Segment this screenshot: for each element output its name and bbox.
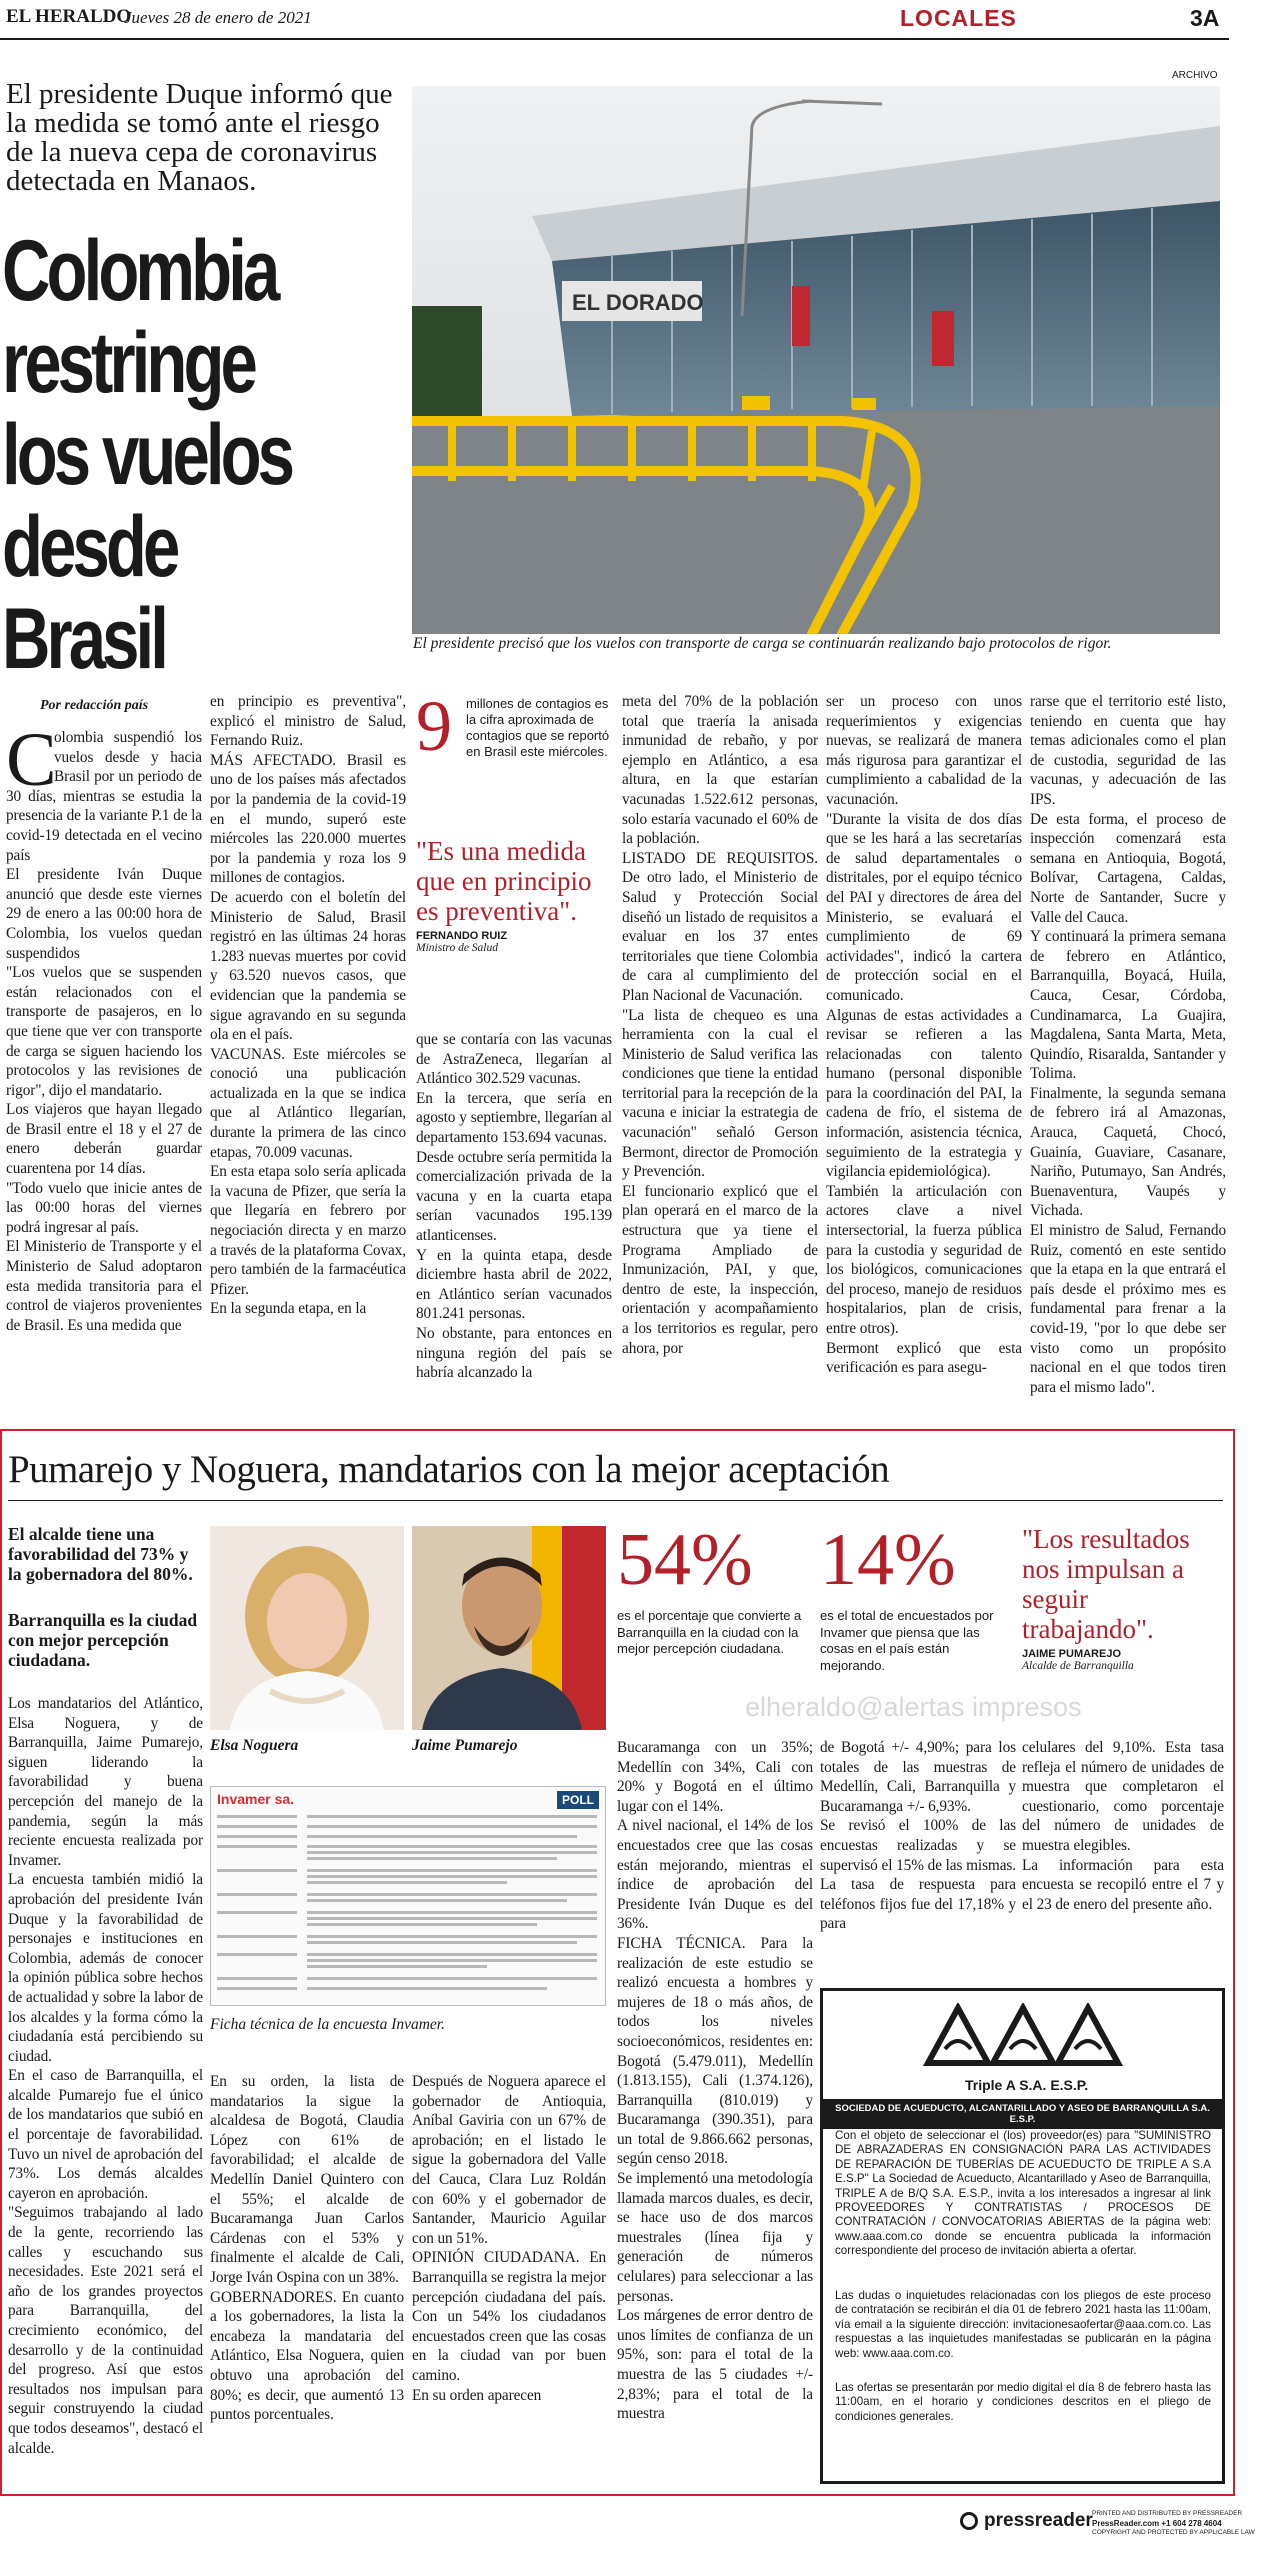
second-column-2: En su orden, la lista de mandatarios la sigue la alcaldesa de Bogotá, Claudia López con 61% de favorabilidad; el alcalde de Medellín Daniel Quintero con el 55%; el alcalde de Bucaramanga Juan Carlos Cárdenas con el 53% y finalmente el alcalde de Cali, Jorge Iván Ospina con un 38%. GOBERNADORES. En cuanto a los gobernadores, la lista la encabeza la mandataria del Atlántico, Elsa Noguera, quien obtuvo una aprobación del 80%; es decir, que aumentó 13 puntos porcentuales. xyxy=(210,2073,404,2424)
pressreader-icon xyxy=(960,2512,978,2530)
second-column-4: Bucaramanga con un 35%; Medellín con 34%, Cali con 20% y Bogotá en el último lugar con el 14%. A nivel nacional, el 14% de los encuestados cree que las cosas están mejorando, mientras el índice de aprobación del Presidente Iván Duque es del 36%. FICHA TÉCNICA. Para la realización de este estudio se realizó encuesta a hombres y mujeres de 18 o más años, de todos los niveles socioeconómicos, residentes en: Bogotá (5.479.011), Medellín (1.813.155), Cali (1.374.126), Barranquilla (810.019) y Bucaramanga (390.351), para un total de 9.866.662 personas, según censo 2018. Se implementó una metodología llamada marcos duales, es decir, se hace uso de dos marcos muestrales (línea fija y generación de números celulares) para seleccionar a las personas. Los márgenes de error dentro de unos límites de confianza de un 95%, son: para el total de la muestra de las 5 ciudades +/- 2,83%; para el total de la muestra xyxy=(617,1739,813,2423)
masthead-bar xyxy=(0,0,1261,36)
footer-note-3: COPYRIGHT AND PROTECTED BY APPLICABLE LAW xyxy=(1092,2529,1255,2536)
stat-14-value: 14% xyxy=(820,1519,956,1601)
photo-jaime-pumarejo xyxy=(412,1526,606,1730)
page-number: 3A xyxy=(1190,5,1220,31)
dropcap: C xyxy=(6,728,57,802)
invamer-sheet xyxy=(210,1786,606,2006)
second-column-1: Los mandatarios del Atlántico, Elsa Noguera, y de Barranquilla, Jaime Pumarejo, siguen liderando la favorabilidad y buena percepción del manejo de la pandemia, según la más reciente encuesta realizada por Invamer. La encuesta también midió la aprobación del presidente Iván Duque y la favorabilidad de personajes e instituciones en Colombia, además de conocer la opinión pública sobre hechos de actualidad y sobre la labor de los alcaldes y la forma cómo la ciudadanía está percibiendo su ciudad. En el caso de Barranquilla, el alcalde Pumarejo fue el único de los mandatarios que subió en el porcentaje de favorabilidad. Tuvo un nivel de aprobación del 73%. Los demás alcaldes cayeron en aprobación. "Seguimos trabajando al lado de la gente, recorriendo las calles y escuchando sus necesidades. Este 2021 será el año de los grandes proyectos para Barranquilla, del crecimiento económico, del desarrollo y de la continuidad del progreso. Así que estos resultados nos impulsan para seguir construyendo la ciudad que todos deseamos", destacó el alcalde. xyxy=(8,1695,203,2457)
lead-column-2: en principio es preventiva", explicó el ministro de Salud, Fernando Ruiz. MÁS AFECTADO. Brasil es uno de los países más afectados por la pandemia de la covid-19 en el mundo, superó este miércoles las 220.000 muertes por la pandemia y roza los 9 millones de contagios. De acuerdo con el boletín del Ministerio de Salud, Brasil registró en las últimas 24 horas 1.283 nuevas muertes por covid y 63.520 nuevos casos, que evidencian que la pandemia se sigue agravando en su segunda ola en el país. VACUNAS. Este miércoles se conoció una publicación actualizada en la que se indica que al Atlántico llegarían, durante la primera de las cinco etapas, 70.009 vacunas. En esta etapa solo sería aplicada la vacuna de Pfizer, que sería la que llegaría en febrero por negociación directa y en marzo a través de la plataforma Covax, pero también de la farmacéutica Pfizer. En la segunda etapa, en la xyxy=(210,693,406,1318)
ad-banner: SOCIEDAD DE ACUEDUCTO, ALCANTARILLADO Y ASEO DE BARRANQUILLA S.A. E.S.P. xyxy=(823,2099,1222,2129)
header-rule xyxy=(0,38,1229,40)
ad-paragraph-2: Las dudas o inquietudes relacionadas con los pliegos de este proceso de contratación se recibirán el día 01 de febrero 2021 hasta las 11:00am, vía email a la siguiente dirección: invitacionesaofertar@aaa.com.co. Las respuestas a las inquietudes manifestadas se publicarán en la página web: www.aaa.com.co. xyxy=(835,2289,1211,2360)
second-column-3: Después de Noguera aparece el gobernador de Antioquia, Aníbal Gaviria con un 67% de aprobación; en el listado le sigue la gobernadora del Valle del Cauca, Clara Luz Roldán con 60% y el gobernador de Santander, Mauricio Aguilar con un 51%. OPINIÓN CIUDADANA. En Barranquilla se registra la mejor percepción ciudadana del país. Con un 54% los ciudadanos encuestados creen que las cosas en la ciudad van por buen camino. En su orden aparecen xyxy=(412,2073,606,2404)
poll-badge: POLL xyxy=(557,1791,599,1809)
second-column-5: de Bogotá +/- 4,90%; para los totales de las muestras de Medellín, Cali, Barranquilla y Bucaramanga +/- 6,93%. Se revisó el 100% de las encuestas realizadas y se supervisó el 15% de las mismas. La tasa de respuesta para teléfonos fijos fue del 17,18% y para xyxy=(820,1739,1016,1933)
lead-deck: El presidente Duque informó que la medida se tomó ante el riesgo de la nueva cepa de coronavirus detectada en Manaos. xyxy=(6,78,393,197)
second-column-6: celulares del 9,10%. Esta tasa refleja el número de unidades de muestra que completaron el cuestionario, como porcentaje del número de unidades de muestra elegibles. La información para esta encuesta se recopiló entre el 7 y el 23 de enero del presente año. xyxy=(1022,1739,1224,1913)
newspaper-name: EL HERALDO xyxy=(6,6,132,27)
second-headline: Pumarejo y Noguera, mandatarios con la mejor aceptación xyxy=(8,1448,889,1491)
caption-elsa: Elsa Noguera xyxy=(210,1737,299,1754)
quote-name: FERNANDO RUIZ xyxy=(416,930,508,942)
ad-logo-text xyxy=(823,1991,824,1992)
sheet-caption: Ficha técnica de la encuesta Invamer. xyxy=(210,2016,445,2033)
pumarejo-quote-role: Alcalde de Barranquilla xyxy=(1022,1660,1134,1672)
pumarejo-quote-name: JAIME PUMAREJO xyxy=(1022,1648,1122,1660)
footer-note-2: PressReader.com +1 604 278 4604 xyxy=(1092,2519,1222,2528)
footer-note-1: PRINTED AND DISTRIBUTED BY PRESSREADER xyxy=(1092,2510,1243,2517)
second-deck-1: El alcalde tiene una favorabilidad del 73% y la gobernadora del 80%. xyxy=(8,1524,193,1584)
stat-14-text: es el total de encuestados por Invamer que piensa que las cosas en el país están mejorando. xyxy=(820,1608,994,1673)
invamer-logo: Invamer sa. xyxy=(217,1791,295,1807)
lead-column-1-text: olombia suspendió los vuelos desde y hacia Brasil por un periodo de 30 días, mientras se estudia la presencia de la variante P.1 de la covid-19 detectada en el vecino país El presidente Iván Duque anunció que desde este viernes 29 de enero a las 00:00 hora de Colombia, los vuelos quedan suspendidos "Los vuelos que se suspenden están relacionados con el transporte de pasajeros, en lo que tiene que ver con transporte de carga se siguen haciendo los protocolos y las revisiones de rigor", dijo el mandatario. Los viajeros que hayan llegado de Brasil entre el 18 y el 27 de enero deberán guardar cuarentena por 14 días. "Todo vuelo que inicie antes de las 00:00 horas del viernes podrá ingresar al país. El Ministerio de Transporte y el Ministerio de Salud adoptaron esta medida transitoria para el control de viajeros provenientes de Brasil. Es una medida que xyxy=(6,729,202,1334)
lead-column-5: ser un proceso con unos requerimientos y exigencias nuevas, se realizará de manera más rigurosa para garantizar el cumplimiento a cabalidad de la vacunación. "Durante la visita de dos días que se les hará a las secretarías de salud departamentales o distritales, por el equipo técnico del PAI y directores de área del Ministerio, se evaluará el cumplimiento de 69 actividades", indicó la cartera de protección social en el comunicado. Algunas de estas actividades a revisar se refieren a las relacionadas con talento humano (personal disponible para la coordinación del PAI, la cadena de frío, el sistema de información, asistencia técnica, seguimiento de la estrategia y vigilancia epidemiológica). También la articulación con actores clave a nivel intersectorial, la fuerza pública para la custodia y seguridad de los biológicos, comunicaciones del proceso, manejo de residuos hospitalarios, plan de crisis, entre otros). Bermont explicó que esta verificación es para asegu- xyxy=(826,693,1022,1377)
section-name: LOCALES xyxy=(900,5,1017,31)
pressreader-brand: pressreader xyxy=(984,2510,1093,2531)
lead-headline: Colombia restringe los vuelos desde Brasil xyxy=(2,223,292,687)
fact-text: millones de contagios es la cifra aproximada de contagios que se reportó en Brasil este miércoles. xyxy=(466,696,610,759)
caption-jaime: Jaime Pumarejo xyxy=(412,1737,518,1754)
airport-sign: EL DORADO xyxy=(572,290,704,315)
pressreader-footer xyxy=(960,2508,1260,2544)
ad-company: Triple A S.A. E.S.P. xyxy=(965,2077,1089,2093)
byline: Por redacción país xyxy=(40,698,149,713)
photo-elsa-noguera xyxy=(210,1526,404,1730)
lead-column-1 xyxy=(6,728,202,1400)
lead-column-4: meta del 70% de la población total que traería la anisada inmunidad de rebaño, y por ejemplo en Atlántico, a esa altura, en la que estarían vacunadas 1.522.612 personas, solo estaría vacunado el 60% de la población. LISTADO DE REQUISITOS. De otro lado, el Ministerio de Salud y Protección Social diseñó un listado de requisitos a evaluar en los 37 entes territoriales que tiene Colombia de cara al cumplimiento del Plan Nacional de Vacunación. "La lista de chequeo es una herramienta con la cual el Ministerio de Salud verifica las condiciones que tiene la entidad territorial para la recepción de la vacuna e iniciar la estrategia de vacunación" señaló Gerson Bermont, director de Promoción y Prevención. El funcionario explicó que el plan operará en el marco de la estructura que ya tiene el Programa Ampliado de Inmunización, PAI, y que, dentro de este, la inspección, orientación y acompañamiento a los territorios es regular, pero ahora, por xyxy=(622,693,818,1357)
stat-14 xyxy=(820,1520,1016,1674)
photo-credit: ARCHIVO xyxy=(1172,70,1218,81)
photo-caption: El presidente precisó que los vuelos con transporte de carga se continuarán realizando bajo protocolos de rigor. xyxy=(413,635,1112,652)
pull-quote xyxy=(416,836,612,954)
pumarejo-quote xyxy=(1022,1524,1224,1672)
stat-54-text: es el porcentaje que convierte a Barranquilla en la ciudad con la mejor percepción ciudadana. xyxy=(617,1608,802,1656)
second-deck-2: Barranquilla es la ciudad con mejor percepción ciudadana. xyxy=(8,1610,198,1670)
lead-column-6: rarse que el territorio esté listo, teniendo en cuenta que hay temas adicionales como el plan de custodia, seguridad de las vacunas, y adecuación de las IPS. De esta forma, el proceso de inspección comenzará esta semana en Antioquia, Bogotá, Bolívar, Cartagena, Caldas, Norte de Santander, Sucre y Valle del Cauca. Y continuará la primera semana de febrero en Atlántico, Barranquilla, Boyacá, Huila, Cauca, Cesar, Córdoba, Cundinamarca, La Guajira, Magdalena, Santa Marta, Meta, Quindío, Risaralda, Santander y Tolima. Finalmente, la segunda semana de febrero irá al Amazonas, Arauca, Caquetá, Chocó, Guainía, Guaviare, Casanare, Nariño, Putumayo, San Andrés, Buenaventura, Vaupés y Vichada. El ministro de Salud, Fernando Ruiz, comentó en este sentido que la etapa en la que entrará el país desde el próximo mes es fundamental para frenar a la covid-19, "por lo que debe ser visto como un propósito nacional en el que todos tiren para el mismo lado". xyxy=(1030,693,1226,1396)
quote-role: Ministro de Salud xyxy=(416,942,498,954)
ad-paragraph-3: Las ofertas se presentarán por medio digital el día 8 de febrero hasta las 11:00am, en el horario y condiciones descritos en el pliego de condiciones generales. xyxy=(835,2381,1211,2423)
ad-logo xyxy=(923,2003,1123,2073)
pumarejo-quote-text: "Los resultados nos impulsan a seguir trabajando". xyxy=(1022,1524,1190,1644)
pull-quote-text: "Es una medida que en principio es preventiva". xyxy=(416,836,592,926)
lead-column-3: que se contaría con las vacunas de AstraZeneca, llegarían al Atlántico 302.529 vacunas. En la tercera, que sería en agosto y septiembre, llegarían al departamento 153.694 vacunas. Desde octubre sería permitida la comercialización privada de la vacuna y en la cuarta etapa serían vacunados 195.139 atlanticenses. Y en la quinta etapa, desde diciembre hasta abril de 2022, en Atlántico serían vacunados 801.241 personas. No obstante, para entonces en ninguna región del país se habría alcanzado la xyxy=(416,1031,612,1382)
ad-paragraph-1: Con el objeto de seleccionar el (los) proveedor(es) para "SUMINISTRO DE ABRAZADERAS EN CONSIGNACIÓN PARA LAS ACTIVIDADES DE REPARACIÓN DE TUBERÍAS DE ACUEDUCTO DE TRIPLE A S.A E.S.P" La Sociedad de Acueducto, Alcantarillado y Aseo de Barranquilla, TRIPLE A de B/Q S.A. E.S.P., invita a los interesados a ingresar al link PROVEEDORES Y CONTRATISTAS / PROCESOS DE CONTRATACIÓN / CONVOCATORIAS ABIERTAS de la página web: www.aaa.com.co donde se encuentra publicada la información correspondiente del proceso de invitación abierta a ofertar. xyxy=(835,2129,1211,2258)
stat-54 xyxy=(617,1520,813,1658)
issue-date: Jueves 28 de enero de 2021 xyxy=(124,8,312,27)
fact-number: 9 xyxy=(416,686,452,766)
triple-a-ad xyxy=(820,1988,1225,2484)
second-headline-rule xyxy=(8,1500,1223,1501)
fact-box xyxy=(416,686,612,807)
watermark: elheraldo@alertas impresos xyxy=(745,1692,1082,1722)
lead-photo xyxy=(412,86,1220,634)
stat-54-value: 54% xyxy=(617,1519,753,1601)
